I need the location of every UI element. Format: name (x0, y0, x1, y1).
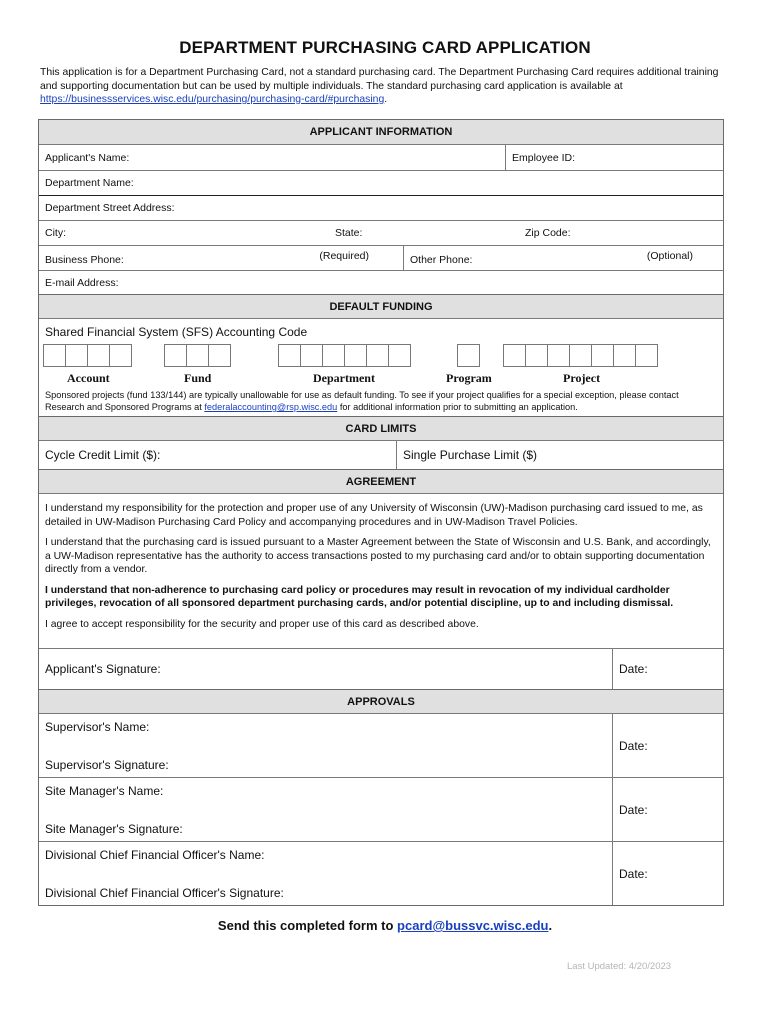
state-field[interactable] (329, 221, 519, 245)
department-code-boxes[interactable] (279, 344, 411, 367)
cfo-fields[interactable] (39, 842, 612, 905)
cfo-date-label: Date: (619, 866, 648, 881)
applicant-signature-field[interactable] (39, 649, 612, 689)
fund-code-boxes[interactable] (165, 344, 231, 367)
applicant-name-field[interactable] (39, 145, 505, 170)
site-manager-date-label: Date: (619, 802, 648, 817)
applicant-date-field[interactable] (612, 649, 723, 689)
other-phone-field[interactable] (403, 246, 723, 270)
project-code-boxes[interactable] (504, 344, 658, 367)
fund-label: Fund (184, 371, 212, 385)
send-instructions (0, 918, 770, 933)
approval-row-cfo (39, 841, 723, 905)
section-header-card-limits: CARD LIMITS (39, 416, 723, 440)
sponsored-projects-note (45, 389, 717, 413)
cycle-credit-limit-field[interactable] (39, 441, 396, 469)
program-label: Program (446, 371, 492, 385)
site-manager-fields[interactable] (39, 778, 612, 841)
agreement-paragraph-1: I understand my responsibility for the protection and proper use of any University of Wisconsin (UW)-Madison purchasing card issued to me, as detailed in UW-Madison Purchasing Card Policy and accompanying procedures and in UW-Madison Travel Policies. (45, 503, 703, 528)
site-manager-name-label: Site Manager's Name: (45, 784, 164, 798)
supervisor-signature-label: Supervisor's Signature: (45, 758, 169, 772)
program-code-box[interactable] (458, 344, 480, 367)
applicant-signature-label: Applicant's Signature: (45, 662, 161, 676)
approval-row-site-manager (39, 777, 723, 841)
send-text-end: . (548, 918, 553, 933)
intro-body: This application is for a Department Purchasing Card, not a standard purchasing card. The Department Purchasing Card requires additional training and supporting documentation but can be used by multiple individuals. The standard purchasing card application is available at (40, 67, 719, 92)
account-code-boxes[interactable] (44, 344, 132, 367)
last-updated: Last Updated: 4/20/2023 (567, 961, 672, 972)
account-label: Account (67, 371, 110, 385)
applicant-name-label: Applicant's Name: (45, 151, 130, 164)
standard-card-link[interactable]: https://businessservices.wisc.edu/purchasing/purchasing-card/#purchasing (40, 94, 385, 105)
street-address-field[interactable] (39, 196, 723, 220)
agreement-paragraph-3: I understand that non-adherence to purchasing card policy or procedures may result in revocation of my individual cardholder privileges, revocation of all sponsored department purchasing cards, and/or potential discipline, up to and including dismissal. (45, 584, 674, 609)
city-field[interactable] (39, 221, 329, 245)
employee-id-field[interactable] (505, 145, 723, 170)
other-phone-label: Other Phone: (410, 254, 473, 266)
supervisor-fields[interactable] (39, 714, 612, 777)
sfs-label: Shared Financial System (SFS) Accounting Code (45, 325, 308, 339)
required-note: (Required) (319, 250, 369, 262)
agreement-paragraph-4: I agree to accept responsibility for the security and proper use of this card as described above. (45, 618, 479, 630)
zip-code-label: Zip Code: (525, 227, 571, 239)
single-purchase-limit-field[interactable] (396, 441, 723, 469)
section-header-funding: DEFAULT FUNDING (39, 294, 723, 318)
site-manager-date-field[interactable] (612, 778, 723, 841)
supervisor-date-field[interactable] (612, 714, 723, 777)
business-phone-field[interactable] (39, 246, 403, 270)
cfo-date-field[interactable] (612, 842, 723, 905)
zip-code-field[interactable] (519, 221, 723, 245)
state-label: State: (335, 227, 363, 239)
business-phone-label: Business Phone: (45, 254, 124, 266)
employee-id-label: Employee ID: (512, 151, 576, 164)
application-form (38, 119, 724, 906)
department-name-label: Department Name: (45, 177, 134, 189)
send-text: Send this completed form to (217, 918, 398, 933)
intro-text (40, 66, 730, 107)
section-header-approvals: APPROVALS (39, 689, 723, 713)
department-name-field[interactable] (39, 171, 723, 195)
supervisor-name-label: Supervisor's Name: (45, 720, 150, 734)
city-label: City: (45, 227, 66, 239)
cycle-credit-limit-label: Cycle Credit Limit ($): (45, 448, 161, 462)
page-title: DEPARTMENT PURCHASING CARD APPLICATION (179, 38, 591, 57)
supervisor-date-label: Date: (619, 738, 648, 753)
email-field[interactable] (39, 271, 723, 294)
project-label: Project (563, 371, 601, 385)
funding-block (39, 318, 723, 416)
pcard-email-link[interactable]: pcard@bussvc.wisc.edu (397, 918, 549, 933)
section-header-applicant: APPLICANT INFORMATION (39, 120, 723, 144)
federal-accounting-email-link[interactable]: federalaccounting@rsp.wisc.edu (204, 402, 338, 412)
email-label: E-mail Address: (45, 276, 119, 289)
intro-end: . (384, 94, 388, 105)
applicant-date-label: Date: (619, 662, 648, 676)
section-header-agreement: AGREEMENT (39, 469, 723, 493)
note-text: Sponsored projects (fund 133/144) are typically unallowable for use as default funding. To see if your project qualifies for a special exception, please contact Research and Sponsored Programs at (45, 390, 679, 412)
cfo-signature-label: Divisional Chief Financial Officer's Signature: (45, 886, 284, 900)
single-purchase-limit-label: Single Purchase Limit ($) (403, 448, 538, 462)
site-manager-signature-label: Site Manager's Signature: (45, 822, 183, 836)
agreement-text (39, 493, 723, 648)
department-label: Department (313, 371, 375, 385)
street-address-label: Department Street Address: (45, 202, 175, 214)
optional-note: (Optional) (646, 250, 693, 262)
agreement-paragraph-2: I understand that the purchasing card is issued pursuant to a Master Agreement between the State of Wisconsin and U.S. Bank, and accordingly, a UW-Madison representative has the authority to access transactions posted to my purchasing card and/or to obtain supporting documentation directly from a vendor. (45, 537, 711, 575)
cfo-name-label: Divisional Chief Financial Officer's Name: (45, 848, 265, 862)
approval-row-supervisor (39, 713, 723, 777)
note-text-end: for additional information prior to submitting an application. (337, 402, 578, 412)
